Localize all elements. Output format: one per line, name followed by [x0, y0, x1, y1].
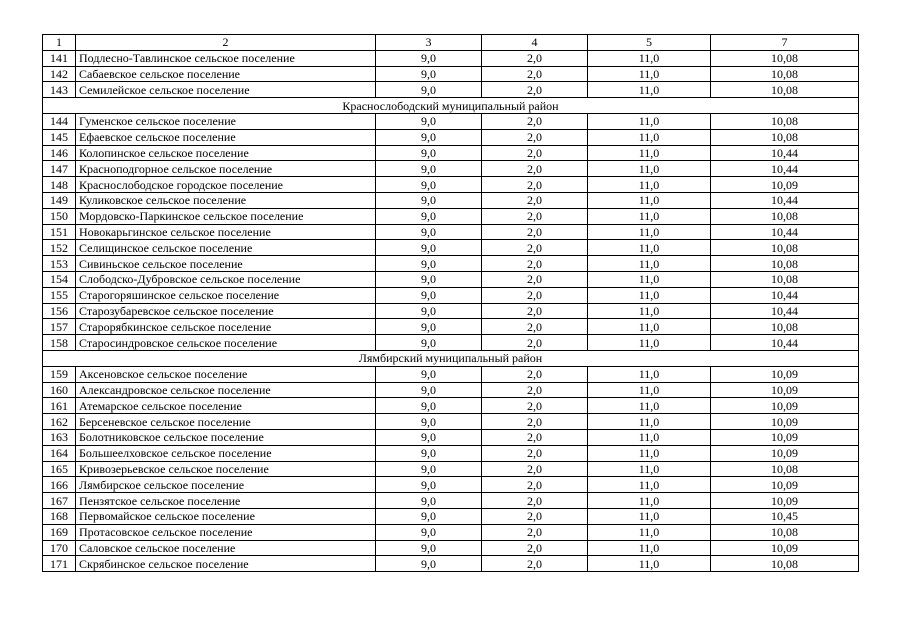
table-row — [43, 366, 859, 382]
table-row — [43, 177, 859, 193]
header-col-1: 1 — [43, 35, 76, 51]
value-col-3: 9,0 — [376, 508, 482, 524]
settlement-name: Саловское сельское поселение — [76, 540, 376, 556]
value-col-3: 9,0 — [376, 224, 482, 240]
row-number: 147 — [43, 161, 76, 177]
value-col-4: 2,0 — [482, 429, 588, 445]
table-row — [43, 145, 859, 161]
table-row — [43, 208, 859, 224]
settlement-name: Ефаевское сельское поселение — [76, 129, 376, 145]
table-row — [43, 50, 859, 66]
row-number: 156 — [43, 303, 76, 319]
row-number: 158 — [43, 335, 76, 351]
section-row — [43, 98, 859, 114]
row-number: 169 — [43, 524, 76, 540]
settlement-name: Слободско-Дубровское сельское поселение — [76, 271, 376, 287]
value-col-5: 11,0 — [588, 82, 711, 98]
row-number: 149 — [43, 192, 76, 208]
settlement-name: Красноподгорное сельское поселение — [76, 161, 376, 177]
value-col-7: 10,08 — [711, 256, 859, 272]
row-number: 170 — [43, 540, 76, 556]
value-col-5: 11,0 — [588, 271, 711, 287]
value-col-7: 10,08 — [711, 113, 859, 129]
value-col-5: 11,0 — [588, 161, 711, 177]
table-row — [43, 271, 859, 287]
value-col-5: 11,0 — [588, 429, 711, 445]
table-row — [43, 477, 859, 493]
value-col-7: 10,09 — [711, 366, 859, 382]
table-row — [43, 382, 859, 398]
value-col-5: 11,0 — [588, 287, 711, 303]
value-col-4: 2,0 — [482, 113, 588, 129]
table-row — [43, 192, 859, 208]
settlement-name: Мордовско-Паркинское сельское поселение — [76, 208, 376, 224]
value-col-5: 11,0 — [588, 145, 711, 161]
value-col-4: 2,0 — [482, 224, 588, 240]
row-number: 142 — [43, 66, 76, 82]
value-col-4: 2,0 — [482, 208, 588, 224]
value-col-3: 9,0 — [376, 319, 482, 335]
table-row — [43, 287, 859, 303]
header-col-4: 4 — [482, 35, 588, 51]
table-row — [43, 129, 859, 145]
settlement-name: Аксеновское сельское поселение — [76, 366, 376, 382]
value-col-4: 2,0 — [482, 524, 588, 540]
row-number: 168 — [43, 508, 76, 524]
table-row — [43, 335, 859, 351]
value-col-5: 11,0 — [588, 240, 711, 256]
value-col-7: 10,44 — [711, 161, 859, 177]
value-col-4: 2,0 — [482, 161, 588, 177]
value-col-5: 11,0 — [588, 335, 711, 351]
settlement-name: Скрябинское сельское поселение — [76, 556, 376, 572]
value-col-3: 9,0 — [376, 556, 482, 572]
settlement-name: Селищинское сельское поселение — [76, 240, 376, 256]
value-col-7: 10,44 — [711, 192, 859, 208]
value-col-7: 10,08 — [711, 524, 859, 540]
value-col-3: 9,0 — [376, 129, 482, 145]
table-row — [43, 319, 859, 335]
value-col-7: 10,09 — [711, 414, 859, 430]
value-col-7: 10,09 — [711, 493, 859, 509]
value-col-3: 9,0 — [376, 271, 482, 287]
table-row — [43, 556, 859, 572]
value-col-3: 9,0 — [376, 382, 482, 398]
value-col-3: 9,0 — [376, 477, 482, 493]
settlements-table — [42, 34, 859, 572]
value-col-5: 11,0 — [588, 303, 711, 319]
value-col-5: 11,0 — [588, 445, 711, 461]
table-row — [43, 524, 859, 540]
value-col-4: 2,0 — [482, 508, 588, 524]
row-number: 144 — [43, 113, 76, 129]
settlement-name: Сабаевское сельское поселение — [76, 66, 376, 82]
value-col-4: 2,0 — [482, 414, 588, 430]
value-col-5: 11,0 — [588, 129, 711, 145]
value-col-3: 9,0 — [376, 177, 482, 193]
value-col-7: 10,08 — [711, 82, 859, 98]
row-number: 145 — [43, 129, 76, 145]
value-col-7: 10,09 — [711, 177, 859, 193]
settlement-name: Куликовское сельское поселение — [76, 192, 376, 208]
table-row — [43, 82, 859, 98]
value-col-4: 2,0 — [482, 82, 588, 98]
value-col-4: 2,0 — [482, 192, 588, 208]
value-col-5: 11,0 — [588, 366, 711, 382]
value-col-5: 11,0 — [588, 493, 711, 509]
value-col-5: 11,0 — [588, 192, 711, 208]
table-row — [43, 398, 859, 414]
settlement-name: Старозубаревское сельское поселение — [76, 303, 376, 319]
value-col-5: 11,0 — [588, 461, 711, 477]
value-col-3: 9,0 — [376, 429, 482, 445]
value-col-3: 9,0 — [376, 445, 482, 461]
settlement-name: Лямбирское сельское поселение — [76, 477, 376, 493]
settlement-name: Протасовское сельское поселение — [76, 524, 376, 540]
row-number: 161 — [43, 398, 76, 414]
value-col-3: 9,0 — [376, 366, 482, 382]
value-col-4: 2,0 — [482, 319, 588, 335]
section-title: Лямбирский муниципальный район — [43, 350, 859, 366]
table-row — [43, 414, 859, 430]
header-col-5: 5 — [588, 35, 711, 51]
value-col-4: 2,0 — [482, 50, 588, 66]
value-col-3: 9,0 — [376, 192, 482, 208]
value-col-7: 10,09 — [711, 445, 859, 461]
settlement-name: Старорябкинское сельское поселение — [76, 319, 376, 335]
header-col-2: 2 — [76, 35, 376, 51]
value-col-5: 11,0 — [588, 256, 711, 272]
value-col-5: 11,0 — [588, 66, 711, 82]
value-col-4: 2,0 — [482, 129, 588, 145]
value-col-5: 11,0 — [588, 224, 711, 240]
value-col-5: 11,0 — [588, 208, 711, 224]
value-col-3: 9,0 — [376, 461, 482, 477]
settlement-name: Подлесно-Тавлинское сельское поселение — [76, 50, 376, 66]
value-col-4: 2,0 — [482, 477, 588, 493]
value-col-4: 2,0 — [482, 240, 588, 256]
value-col-3: 9,0 — [376, 303, 482, 319]
settlement-name: Кривозерьевское сельское поселение — [76, 461, 376, 477]
value-col-5: 11,0 — [588, 319, 711, 335]
settlement-name: Болотниковское сельское поселение — [76, 429, 376, 445]
row-number: 155 — [43, 287, 76, 303]
settlement-name: Гуменское сельское поселение — [76, 113, 376, 129]
value-col-3: 9,0 — [376, 82, 482, 98]
row-number: 166 — [43, 477, 76, 493]
settlement-name: Берсеневское сельское поселение — [76, 414, 376, 430]
value-col-4: 2,0 — [482, 271, 588, 287]
row-number: 154 — [43, 271, 76, 287]
table-row — [43, 493, 859, 509]
value-col-5: 11,0 — [588, 382, 711, 398]
row-number: 162 — [43, 414, 76, 430]
value-col-3: 9,0 — [376, 493, 482, 509]
value-col-7: 10,44 — [711, 335, 859, 351]
row-number: 164 — [43, 445, 76, 461]
value-col-7: 10,44 — [711, 287, 859, 303]
value-col-7: 10,08 — [711, 271, 859, 287]
value-col-3: 9,0 — [376, 208, 482, 224]
value-col-4: 2,0 — [482, 66, 588, 82]
value-col-5: 11,0 — [588, 524, 711, 540]
row-number: 171 — [43, 556, 76, 572]
section-title: Краснослободский муниципальный район — [43, 98, 859, 114]
row-number: 141 — [43, 50, 76, 66]
table-body — [43, 35, 859, 572]
value-col-7: 10,08 — [711, 129, 859, 145]
header-col-3: 3 — [376, 35, 482, 51]
table-row — [43, 66, 859, 82]
settlement-name: Атемарское сельское поселение — [76, 398, 376, 414]
settlement-name: Колопинское сельское поселение — [76, 145, 376, 161]
row-number: 148 — [43, 177, 76, 193]
table-row — [43, 540, 859, 556]
value-col-7: 10,08 — [711, 208, 859, 224]
value-col-3: 9,0 — [376, 398, 482, 414]
value-col-7: 10,08 — [711, 556, 859, 572]
row-number: 153 — [43, 256, 76, 272]
settlement-name: Старосиндровское сельское поселение — [76, 335, 376, 351]
table-row — [43, 113, 859, 129]
table-row — [43, 161, 859, 177]
settlement-name: Александровское сельское поселение — [76, 382, 376, 398]
row-number: 143 — [43, 82, 76, 98]
value-col-3: 9,0 — [376, 335, 482, 351]
row-number: 146 — [43, 145, 76, 161]
value-col-3: 9,0 — [376, 113, 482, 129]
value-col-3: 9,0 — [376, 161, 482, 177]
row-number: 163 — [43, 429, 76, 445]
settlement-name: Семилейское сельское поселение — [76, 82, 376, 98]
value-col-7: 10,45 — [711, 508, 859, 524]
value-col-5: 11,0 — [588, 398, 711, 414]
value-col-4: 2,0 — [482, 177, 588, 193]
value-col-7: 10,09 — [711, 429, 859, 445]
value-col-5: 11,0 — [588, 556, 711, 572]
table-row — [43, 461, 859, 477]
value-col-4: 2,0 — [482, 493, 588, 509]
value-col-7: 10,08 — [711, 461, 859, 477]
value-col-4: 2,0 — [482, 556, 588, 572]
table-row — [43, 303, 859, 319]
value-col-3: 9,0 — [376, 524, 482, 540]
table-row — [43, 429, 859, 445]
value-col-4: 2,0 — [482, 335, 588, 351]
value-col-5: 11,0 — [588, 508, 711, 524]
settlement-name: Первомайское сельское поселение — [76, 508, 376, 524]
value-col-7: 10,44 — [711, 224, 859, 240]
value-col-4: 2,0 — [482, 303, 588, 319]
row-number: 150 — [43, 208, 76, 224]
value-col-4: 2,0 — [482, 461, 588, 477]
value-col-5: 11,0 — [588, 414, 711, 430]
value-col-4: 2,0 — [482, 145, 588, 161]
row-number: 157 — [43, 319, 76, 335]
value-col-3: 9,0 — [376, 145, 482, 161]
value-col-7: 10,09 — [711, 398, 859, 414]
row-number: 165 — [43, 461, 76, 477]
header-col-7: 7 — [711, 35, 859, 51]
value-col-4: 2,0 — [482, 540, 588, 556]
value-col-4: 2,0 — [482, 256, 588, 272]
value-col-5: 11,0 — [588, 540, 711, 556]
value-col-7: 10,09 — [711, 540, 859, 556]
table-row — [43, 445, 859, 461]
value-col-3: 9,0 — [376, 240, 482, 256]
settlement-name: Сивиньское сельское поселение — [76, 256, 376, 272]
table-row — [43, 508, 859, 524]
row-number: 159 — [43, 366, 76, 382]
value-col-3: 9,0 — [376, 66, 482, 82]
settlement-name: Новокарьгинское сельское поселение — [76, 224, 376, 240]
header-row — [43, 35, 859, 51]
value-col-4: 2,0 — [482, 366, 588, 382]
table-row — [43, 224, 859, 240]
value-col-7: 10,09 — [711, 382, 859, 398]
row-number: 167 — [43, 493, 76, 509]
table-row — [43, 240, 859, 256]
section-row — [43, 350, 859, 366]
value-col-7: 10,08 — [711, 240, 859, 256]
value-col-5: 11,0 — [588, 177, 711, 193]
value-col-3: 9,0 — [376, 256, 482, 272]
table-row — [43, 256, 859, 272]
value-col-4: 2,0 — [482, 445, 588, 461]
value-col-4: 2,0 — [482, 382, 588, 398]
row-number: 160 — [43, 382, 76, 398]
value-col-7: 10,44 — [711, 303, 859, 319]
settlement-name: Пензятское сельское поселение — [76, 493, 376, 509]
row-number: 151 — [43, 224, 76, 240]
value-col-3: 9,0 — [376, 287, 482, 303]
value-col-4: 2,0 — [482, 398, 588, 414]
value-col-7: 10,08 — [711, 319, 859, 335]
value-col-7: 10,08 — [711, 50, 859, 66]
value-col-7: 10,09 — [711, 477, 859, 493]
settlement-name: Большеелховское сельское поселение — [76, 445, 376, 461]
value-col-3: 9,0 — [376, 414, 482, 430]
settlement-name: Старогоряшинское сельское поселение — [76, 287, 376, 303]
row-number: 152 — [43, 240, 76, 256]
settlement-name: Краснослободское городское поселение — [76, 177, 376, 193]
value-col-7: 10,08 — [711, 66, 859, 82]
value-col-5: 11,0 — [588, 113, 711, 129]
value-col-3: 9,0 — [376, 50, 482, 66]
value-col-3: 9,0 — [376, 540, 482, 556]
value-col-7: 10,44 — [711, 145, 859, 161]
value-col-5: 11,0 — [588, 477, 711, 493]
value-col-5: 11,0 — [588, 50, 711, 66]
value-col-4: 2,0 — [482, 287, 588, 303]
